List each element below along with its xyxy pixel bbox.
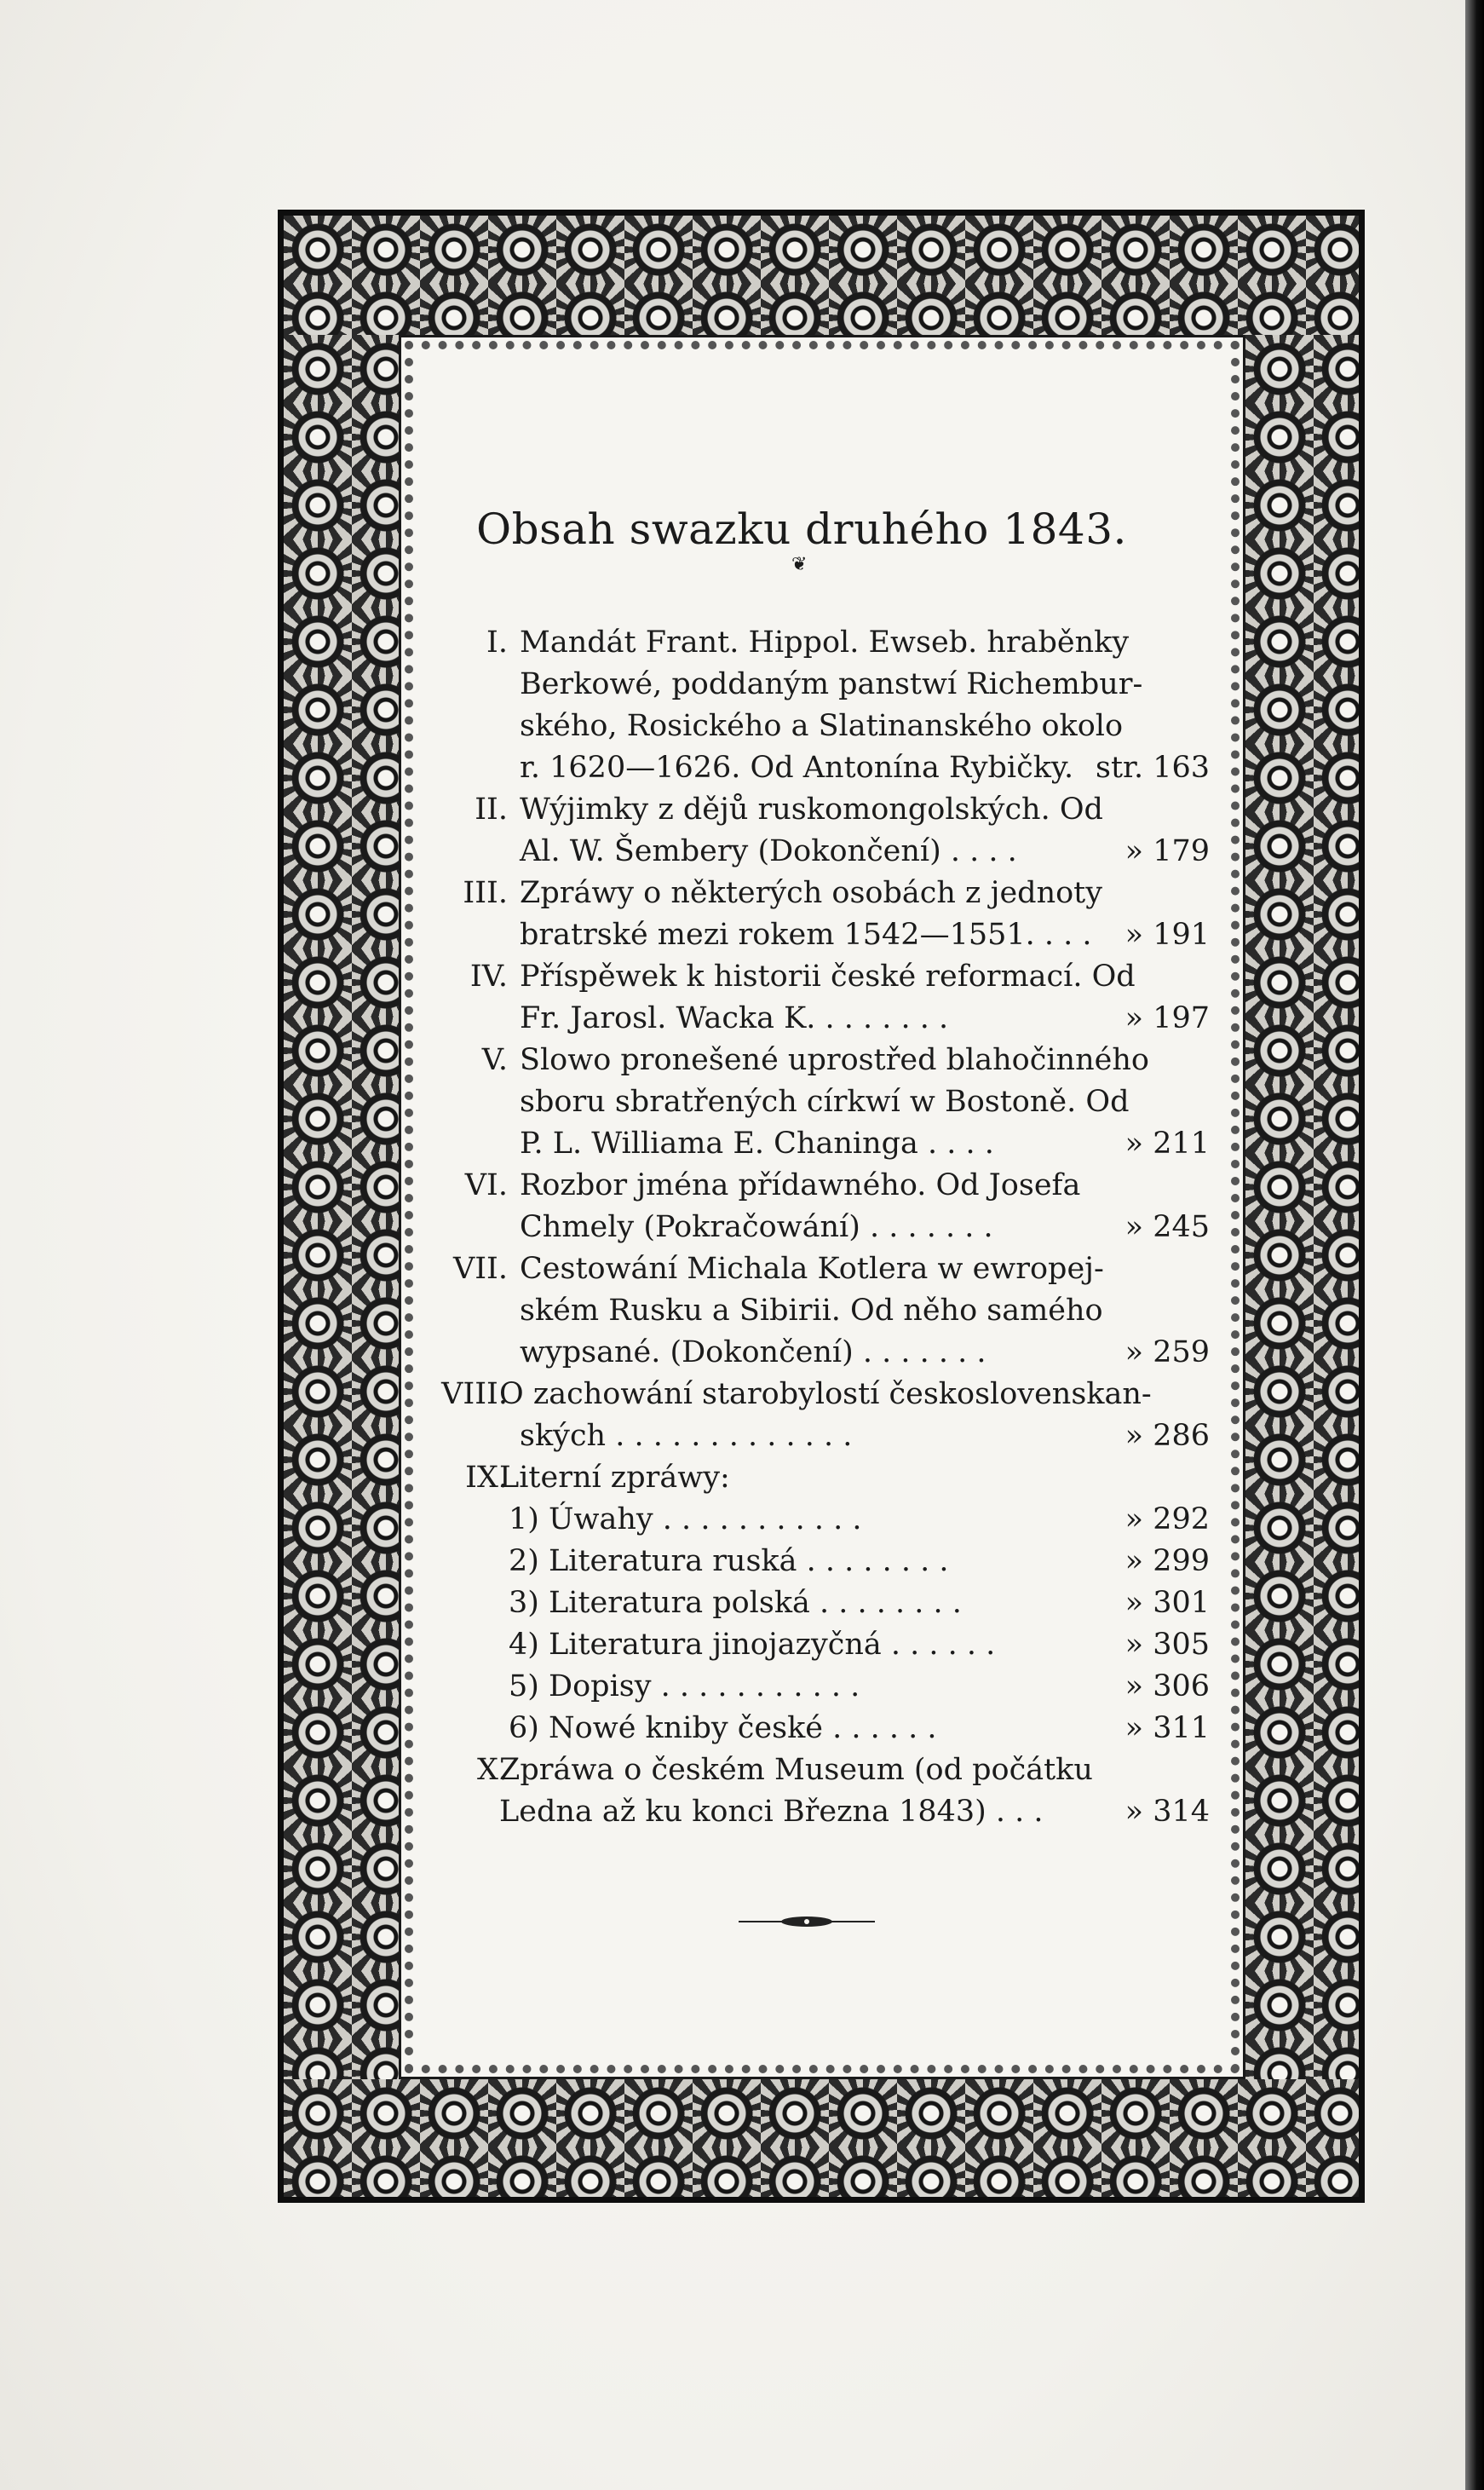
entry-text: O zachowání starobylostí československan- [499, 1377, 1152, 1411]
toc-row [426, 914, 1227, 957]
entry-text: Příspěwek k historii české reformací. Od [520, 960, 1136, 994]
entry-page: » 211 [1125, 1127, 1210, 1161]
entry-text: sboru sbratřených církwí w Bostoně. Od [520, 1085, 1130, 1119]
toc-sub-row [426, 1582, 1227, 1625]
entry-text: bratrské mezi rokem 1542—1551. . . . [520, 918, 1092, 952]
entry-number: III. [463, 876, 508, 910]
entry-page: » 301 [1125, 1586, 1210, 1620]
title-ornament-icon: ❦ [791, 554, 808, 575]
toc-row [426, 1207, 1227, 1249]
entry-text: r. 1620—1626. Od Antonína Rybičky. [520, 751, 1074, 785]
toc-row [426, 747, 1227, 790]
entry-text: Berkowé, poddaným panstwí Richembur- [520, 667, 1143, 701]
entry-page: » 259 [1125, 1335, 1210, 1369]
entry-number: V. [481, 1043, 508, 1077]
entry-text: ského, Rosického a Slatinanského okolo [520, 709, 1124, 743]
toc-row [426, 998, 1227, 1040]
page-title: Obsah swazku druhého 1843. [476, 504, 1127, 554]
entry-number: VII. [452, 1252, 508, 1286]
entry-text: Chmely (Pokračowání) . . . . . . . [520, 1210, 993, 1244]
entry-text: ských . . . . . . . . . . . . . [520, 1419, 853, 1453]
ornament-band-bottom [284, 2079, 1359, 2197]
page-edge-shadow [1465, 0, 1484, 2490]
entry-text: Zpráwa o českém Museum (od počátku [499, 1753, 1093, 1787]
entry-number: IV. [469, 960, 508, 994]
entry-text: Zpráwy o některých osobách z jednoty [520, 876, 1103, 910]
toc-row [426, 1415, 1227, 1458]
sub-entry-text: 2) Literatura ruská . . . . . . . . [509, 1544, 949, 1578]
toc-row [426, 1332, 1227, 1375]
sub-entry-text: 5) Dopisy . . . . . . . . . . . [509, 1669, 860, 1703]
toc-row [426, 831, 1227, 873]
toc-sub-row [426, 1499, 1227, 1542]
entry-page: » 191 [1125, 918, 1210, 952]
entry-number: II. [475, 793, 508, 827]
entry-number: I. [486, 625, 508, 660]
entry-number: VIII. [441, 1377, 508, 1411]
entry-number: VI. [464, 1168, 508, 1202]
entry-text: wypsané. (Dokončení) . . . . . . . [520, 1335, 986, 1369]
entry-text: Fr. Jarosl. Wacka K. . . . . . . . [520, 1001, 949, 1035]
entry-page: » 306 [1125, 1669, 1210, 1703]
entry-page: » 299 [1125, 1544, 1210, 1578]
ornament-band-top [284, 216, 1359, 335]
entry-page: » 179 [1125, 834, 1210, 868]
ornament-band-left [284, 335, 399, 2079]
entry-text: Slowo pronešené uprostřed blahočinného [520, 1043, 1149, 1077]
toc-row [426, 1123, 1227, 1166]
entry-text: Mandát Frant. Hippol. Ewseb. hraběnky [520, 625, 1130, 660]
sub-entry-text: 6) Nowé kniby české . . . . . . [509, 1711, 937, 1745]
entry-text: Wýjimky z dějů ruskomongolských. Od [520, 793, 1103, 827]
entry-page: » 245 [1125, 1210, 1210, 1244]
entry-page: » 305 [1125, 1628, 1210, 1662]
entry-text: Literní zpráwy: [499, 1461, 730, 1495]
toc-sub-row [426, 1541, 1227, 1583]
ornament-band-right [1245, 335, 1359, 2079]
decorative-rule [739, 1915, 875, 1928]
entry-number: IX. [465, 1461, 508, 1495]
entry-text: Rozbor jména přídawného. Od Josefa [520, 1168, 1081, 1202]
sub-entry-text: 4) Literatura jinojazyčná . . . . . . [509, 1628, 996, 1662]
sub-entry-text: 1) Úwahy . . . . . . . . . . . [509, 1502, 862, 1536]
entry-page: str. 163 [1096, 751, 1210, 785]
toc-sub-row [426, 1624, 1227, 1667]
entry-text: ském Rusku a Sibirii. Od něho samého [520, 1294, 1103, 1328]
entry-number: X. [476, 1753, 508, 1787]
toc-sub-row [426, 1708, 1227, 1750]
entry-text: P. L. Williama E. Chaninga . . . . [520, 1127, 994, 1161]
entry-text: Al. W. Šembery (Dokončení) . . . . [520, 834, 1017, 868]
entry-page: » 286 [1125, 1419, 1210, 1453]
toc-sub-row [426, 1666, 1227, 1709]
entry-page: » 197 [1125, 1001, 1210, 1035]
sub-entry-text: 3) Literatura polská . . . . . . . . [509, 1586, 962, 1620]
entry-page: » 292 [1125, 1502, 1210, 1536]
entry-text: Ledna až ku konci Března 1843) . . . [499, 1795, 1044, 1829]
entry-page: » 311 [1125, 1711, 1210, 1745]
entry-text: Cestowání Michala Kotlera w ewropej- [520, 1252, 1104, 1286]
toc-row [426, 1791, 1227, 1834]
entry-page: » 314 [1125, 1795, 1210, 1829]
